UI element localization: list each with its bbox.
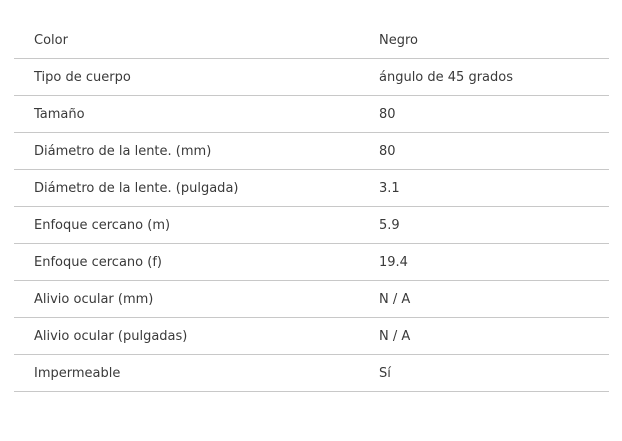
spec-value: N / A xyxy=(379,291,411,307)
spec-row-color xyxy=(14,22,609,59)
spec-row-eye-relief-mm xyxy=(14,281,609,318)
spec-value: Sí xyxy=(379,365,391,381)
spec-row-close-focus-f xyxy=(14,244,609,281)
spec-label: Tipo de cuerpo xyxy=(34,69,131,85)
spec-row-waterproof xyxy=(14,355,609,392)
spec-row-size xyxy=(14,96,609,133)
spec-value: 80 xyxy=(379,106,396,122)
spec-row-eye-relief-inch xyxy=(14,318,609,355)
spec-label: Tamaño xyxy=(34,106,85,122)
spec-value: N / A xyxy=(379,328,411,344)
spec-value: 80 xyxy=(379,143,396,159)
specifications-table xyxy=(14,22,609,392)
spec-row-close-focus-m xyxy=(14,207,609,244)
spec-value: Negro xyxy=(379,32,418,48)
spec-label: Enfoque cercano (f) xyxy=(34,254,162,270)
spec-value: 19.4 xyxy=(379,254,408,270)
spec-row-lens-diameter-inch xyxy=(14,170,609,207)
spec-row-body-type xyxy=(14,59,609,96)
spec-row-lens-diameter-mm xyxy=(14,133,609,170)
spec-label: Diámetro de la lente. (pulgada) xyxy=(34,180,239,196)
spec-label: Alivio ocular (mm) xyxy=(34,291,154,307)
spec-label: Alivio ocular (pulgadas) xyxy=(34,328,188,344)
spec-label: Diámetro de la lente. (mm) xyxy=(34,143,212,159)
spec-value: 3.1 xyxy=(379,180,400,196)
spec-label: Enfoque cercano (m) xyxy=(34,217,171,233)
spec-value: 5.9 xyxy=(379,217,400,233)
spec-label: Impermeable xyxy=(34,365,121,381)
spec-value: ángulo de 45 grados xyxy=(379,69,513,85)
spec-label: Color xyxy=(34,32,68,48)
